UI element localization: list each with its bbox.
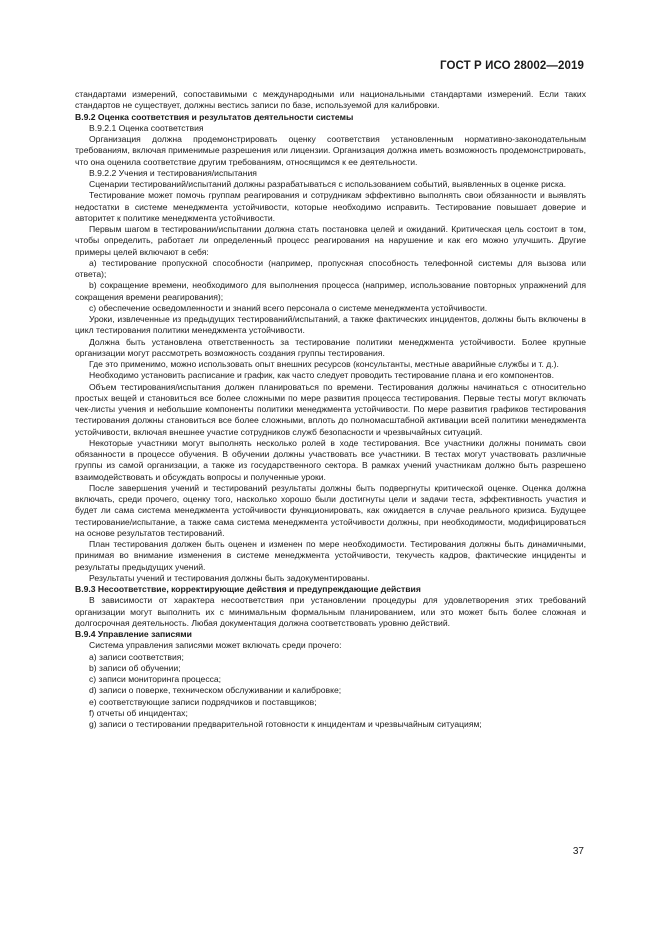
- paragraph: Должна быть установлена ответственность за тестирование политики менеджмента устойчивости. Более крупные организации могут рассмотреть возможность создания группы тестирования.: [75, 336, 586, 358]
- paragraph: Система управления записями может включать среди прочего:: [89, 640, 342, 651]
- paragraph: Необходимо установить расписание и график, как часто следует проводить тестирование плана и его компонентов.: [89, 370, 554, 381]
- page-number: 37: [572, 846, 584, 857]
- paragraph: План тестирования должен быть оценен и изменен по мере необходимости. Тестирования должны быть динамичными, принимая во внимание изменения в системе менеджмента устойчивости, текучесть кадров, фактические инциденты и результаты предыдущих учений.: [75, 539, 586, 572]
- paragraph: стандартами измерений, сопоставимыми с международными или национальными стандартами измерений. Если таких стандартов не существует, должны вестись записи по базе, используемой для калибровки.: [75, 89, 586, 111]
- list-item: g) записи о тестировании предварительной готовности к инцидентам и чрезвычайным ситуациям;: [89, 719, 482, 729]
- section-heading-b93: B.9.3 Несоответствие, корректирующие действия и предупреждающие действия: [75, 584, 421, 594]
- list-item: a) тестирование пропускной способности (например, пропускная способность телефонной системы для вызова или ответа);: [75, 257, 586, 279]
- paragraph: Первым шагом в тестировании/испытании должна стать постановка целей и ожиданий. Критическая цель состоит в том, чтобы определить, работает ли определенный процесс реагирования на нарушение и как его можно улучшить. Другие примеры целей включают в себя:: [75, 224, 586, 257]
- list-item: e) соответствующие записи подрядчиков и поставщиков;: [89, 696, 317, 707]
- list-item: b) записи об обучении;: [89, 662, 181, 673]
- paragraph: Тестирование может помочь группам реагирования и сотрудникам эффективно выполнять свои обязанности и выявлять недостатки в системе менеджмента устойчивости, которые необходимо исправить. Тестирование повышает доверие и авторитет к политике менеджмента устойчивости.: [75, 190, 586, 223]
- standard-code-header: ГОСТ Р ИСО 28002—2019: [439, 60, 584, 72]
- section-heading-b92: B.9.2 Оценка соответствия и результатов деятельности системы: [75, 111, 354, 122]
- paragraph: В зависимости от характера несоответствия при установлении процедуры для удовлетворения этих требований организации могут выполнить их с минимальным формальным планированием, или это может быть более сложная и долгосрочная деятельность. Любая документация должна соответствовать уровню действий.: [75, 595, 586, 628]
- paragraph: Сценарии тестирований/испытаний должны разрабатываться с использованием событий, выявленных в оценке риска.: [89, 179, 567, 189]
- document-body: [75, 89, 586, 730]
- paragraph: Некоторые участники могут выполнять несколько ролей в ходе тестирования. Все участники должны понимать свои обязанности в процессе обучения. В обучении должны участвовать все участники. В тестах могут участвовать различные группы из самой организации, а также из государственного сектора. В рамках учений участникам должно быть разрешено взаимодействовать и обсуждать вопросы и полученные уроки.: [75, 437, 586, 482]
- list-item: d) записи о поверке, техническом обслуживании и калибровке;: [89, 685, 342, 696]
- paragraph: Где это применимо, можно использовать опыт внешних ресурсов (консультанты, местные аварийные службы и т. д.).: [89, 359, 559, 369]
- paragraph: После завершения учений и тестирований результаты должны быть подвергнуты критической оценке. Оценка должна включать, среди прочего, оценку того, насколько хорошо были достигнуты цели и задачи теста, эффективность участия и будет ли сама система менеджмента устойчивости функционировать, как ожидается в случае реального кризиса. Будущее тестирование/испытание, а также сама система менеджмента устойчивости должны, при необходимости, модифицироваться на основе результатов тестирований.: [75, 482, 586, 538]
- list-item: a) записи соответствия;: [89, 651, 184, 662]
- paragraph: Уроки, извлеченные из предыдущих тестирований/испытаний, а также фактических инцидентов, должны быть включены в цикл тестирования политики менеджмента устойчивости.: [75, 314, 586, 336]
- paragraph: Объем тестирования/испытания должен планироваться по времени. Тестирования должны начинаться с относительно простых вещей и становиться все более сложными по мере развития процесса тестирования. Первые тесты могут включать чек-листы учения и небольшие компоненты политики менеджмента устойчивости. По мере развития графиков тестирования тестирования должны становиться все более сложными, вплоть до полномасштабной активации всей политики менеджмента устойчивости, включая внешнее участие сотрудников служб безопасности и чрезвычайных ситуаций.: [75, 381, 586, 437]
- list-item: f) отчеты об инцидентах;: [89, 707, 188, 718]
- subsection-heading-b922: B.9.2.2 Учения и тестирования/испытания: [89, 167, 257, 178]
- list-item: c) обеспечение осведомленности и знаний всего персонала о системе менеджмента устойчивости.: [89, 302, 488, 313]
- paragraph: Организация должна продемонстрировать оценку соответствия установленным нормативно-законодательным требованиям, включая применимые разрешения или лицензии. Организация должна иметь возможность продемонстрировать, что она оценила соответствие другим требованиям, относящимся к ее деятельности.: [75, 134, 586, 167]
- section-heading-b94: B.9.4 Управление записями: [75, 629, 192, 639]
- list-item: c) записи мониторинга процесса;: [89, 674, 222, 684]
- subsection-heading-b921: B.9.2.1 Оценка соответствия: [89, 122, 204, 133]
- paragraph: Результаты учений и тестирования должны быть задокументированы.: [89, 572, 370, 583]
- list-item: b) сокращение времени, необходимого для выполнения процесса (например, использование повторных упражнений для сокращения времени реагирования);: [75, 280, 586, 302]
